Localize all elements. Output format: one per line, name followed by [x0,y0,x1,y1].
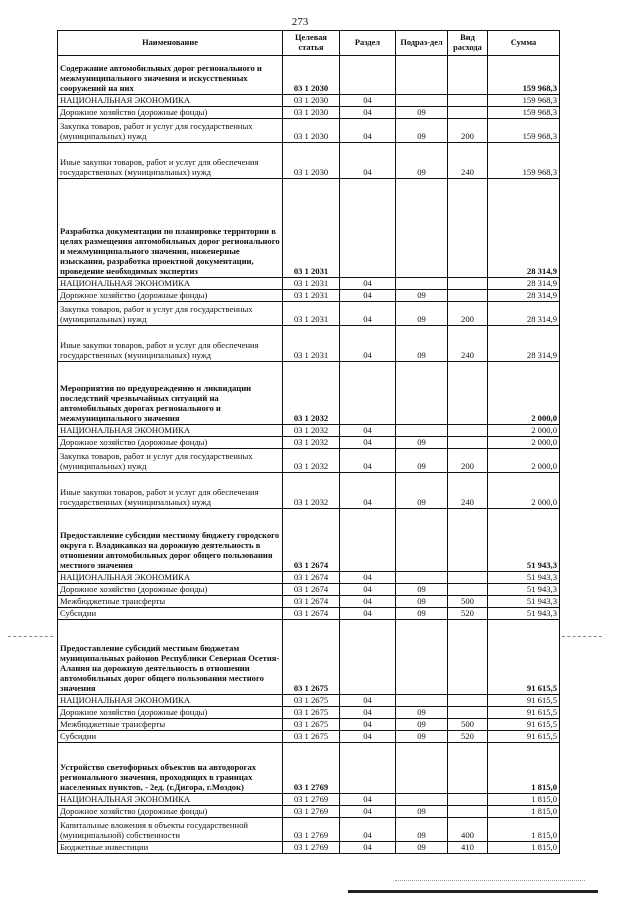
table-row [58,818,560,842]
row-target-article: 03 1 2031 [283,278,340,290]
row-name: НАЦИОНАЛЬНАЯ ЭКОНОМИКА [58,278,283,290]
row-name: Закупка товаров, работ и услуг для государственных (муниципальных) нужд [58,449,283,473]
row-section: 04 [340,731,396,743]
row-section: 04 [340,794,396,806]
row-section: 04 [340,596,396,608]
row-expense-type [448,56,488,95]
row-section: 04 [340,707,396,719]
row-amount: 159 968,3 [488,56,560,95]
row-name: Межбюджетные трансферты [58,719,283,731]
row-name: НАЦИОНАЛЬНАЯ ЭКОНОМИКА [58,572,283,584]
row-subsection: 09 [396,107,448,119]
table-row [58,695,560,707]
row-subsection: 09 [396,437,448,449]
table-row [58,107,560,119]
table-section-row [58,56,560,95]
table-section-row [58,509,560,572]
table-header-row [58,31,560,56]
row-name: НАЦИОНАЛЬНАЯ ЭКОНОМИКА [58,794,283,806]
row-name: НАЦИОНАЛЬНАЯ ЭКОНОМИКА [58,95,283,107]
row-target-article: 03 1 2031 [283,179,340,278]
row-target-article: 03 1 2769 [283,842,340,854]
row-expense-type: 500 [448,719,488,731]
row-expense-type [448,584,488,596]
row-section: 04 [340,806,396,818]
row-subsection [396,362,448,425]
row-subsection [396,56,448,95]
row-expense-type: 200 [448,119,488,143]
table-row [58,596,560,608]
row-name: НАЦИОНАЛЬНАЯ ЭКОНОМИКА [58,425,283,437]
row-subsection: 09 [396,806,448,818]
table-row [58,473,560,509]
table-section-row [58,179,560,278]
row-section: 04 [340,425,396,437]
header-expense-type: Вид расхода [448,31,488,56]
row-amount: 28 314,9 [488,278,560,290]
row-subsection: 09 [396,584,448,596]
row-section: 04 [340,107,396,119]
row-expense-type [448,572,488,584]
table-row [58,842,560,854]
table-row [58,719,560,731]
row-target-article: 03 1 2675 [283,695,340,707]
row-target-article: 03 1 2030 [283,119,340,143]
row-amount: 28 314,9 [488,302,560,326]
row-expense-type [448,707,488,719]
row-section: 04 [340,290,396,302]
row-subsection: 09 [396,143,448,179]
row-amount: 51 943,3 [488,608,560,620]
row-expense-type [448,179,488,278]
scan-artifact-left [8,636,53,637]
row-expense-type [448,107,488,119]
row-subsection: 09 [396,596,448,608]
row-section: 04 [340,95,396,107]
row-target-article: 03 1 2769 [283,818,340,842]
row-target-article: 03 1 2675 [283,719,340,731]
row-target-article: 03 1 2032 [283,449,340,473]
row-name: Мероприятия по предупреждению и ликвидации последствий чрезвычайных ситуаций на автомобильных дорогах регионального и межмуниципального значения [58,362,283,425]
row-name: Закупка товаров, работ и услуг для государственных (муниципальных) нужд [58,302,283,326]
row-section: 04 [340,437,396,449]
table-row [58,278,560,290]
table-row [58,143,560,179]
table-row [58,425,560,437]
bottom-rule [348,890,598,893]
scan-artifact-dots [395,880,585,882]
row-amount: 28 314,9 [488,179,560,278]
row-amount: 2 000,0 [488,473,560,509]
row-section: 04 [340,584,396,596]
table-row [58,437,560,449]
table-row [58,806,560,818]
row-target-article: 03 1 2674 [283,596,340,608]
row-subsection: 09 [396,302,448,326]
row-amount: 51 943,3 [488,509,560,572]
row-target-article: 03 1 2032 [283,362,340,425]
row-section [340,179,396,278]
row-section [340,743,396,794]
row-expense-type: 400 [448,818,488,842]
row-name: Дорожное хозяйство (дорожные фонды) [58,584,283,596]
row-expense-type: 520 [448,731,488,743]
row-expense-type [448,806,488,818]
table-row [58,449,560,473]
row-target-article: 03 1 2032 [283,473,340,509]
row-section: 04 [340,302,396,326]
header-section: Раздел [340,31,396,56]
row-target-article: 03 1 2032 [283,437,340,449]
table-row [58,326,560,362]
row-expense-type [448,425,488,437]
row-name: Дорожное хозяйство (дорожные фонды) [58,290,283,302]
row-target-article: 03 1 2030 [283,56,340,95]
header-name: Наименование [58,31,283,56]
row-subsection [396,509,448,572]
row-name: Дорожное хозяйство (дорожные фонды) [58,107,283,119]
scan-artifact-right [562,636,602,637]
row-name: Содержание автомобильных дорог регионального и межмуниципального значения и искусственных сооружений на них [58,56,283,95]
table-section-row [58,620,560,695]
row-amount: 51 943,3 [488,572,560,584]
row-section: 04 [340,449,396,473]
row-target-article: 03 1 2674 [283,572,340,584]
row-section: 04 [340,119,396,143]
row-section: 04 [340,608,396,620]
row-amount: 159 968,3 [488,107,560,119]
header-amount: Сумма [488,31,560,56]
row-target-article: 03 1 2674 [283,509,340,572]
row-name: Устройство светофорных объектов на автодорогах регионального значения, проходящих в границах населенных пунктов, - 2ед. (г.Дигора, г.Моздок) [58,743,283,794]
row-amount: 1 815,0 [488,794,560,806]
row-target-article: 03 1 2031 [283,302,340,326]
row-target-article: 03 1 2032 [283,425,340,437]
row-section [340,56,396,95]
row-amount: 51 943,3 [488,596,560,608]
row-amount: 91 615,5 [488,620,560,695]
row-subsection: 09 [396,731,448,743]
row-amount: 91 615,5 [488,695,560,707]
row-name: Закупка товаров, работ и услуг для государственных (муниципальных) нужд [58,119,283,143]
row-section [340,509,396,572]
table-row [58,572,560,584]
row-name: Иные закупки товаров, работ и услуг для обеспечения государственных (муниципальных) нужд [58,326,283,362]
row-amount: 2 000,0 [488,425,560,437]
row-subsection: 09 [396,719,448,731]
header-subsection: Подраз-дел [396,31,448,56]
row-target-article: 03 1 2030 [283,143,340,179]
row-section [340,362,396,425]
row-section: 04 [340,572,396,584]
table-row [58,95,560,107]
row-subsection: 09 [396,449,448,473]
row-target-article: 03 1 2674 [283,608,340,620]
row-expense-type: 410 [448,842,488,854]
row-target-article: 03 1 2769 [283,743,340,794]
row-subsection [396,794,448,806]
row-amount: 1 815,0 [488,806,560,818]
row-amount: 91 615,5 [488,719,560,731]
row-name: Субсидии [58,608,283,620]
row-subsection: 09 [396,326,448,362]
row-target-article: 03 1 2031 [283,326,340,362]
row-target-article: 03 1 2675 [283,620,340,695]
row-subsection: 09 [396,707,448,719]
row-expense-type: 520 [448,608,488,620]
row-amount: 28 314,9 [488,290,560,302]
row-name: Дорожное хозяйство (дорожные фонды) [58,437,283,449]
row-section [340,620,396,695]
table-row [58,584,560,596]
budget-table [57,30,560,854]
row-subsection: 09 [396,473,448,509]
budget-table-container [57,30,559,854]
row-expense-type [448,794,488,806]
row-name: Субсидии [58,731,283,743]
row-amount: 51 943,3 [488,584,560,596]
row-section: 04 [340,143,396,179]
row-name: НАЦИОНАЛЬНАЯ ЭКОНОМИКА [58,695,283,707]
row-expense-type [448,95,488,107]
table-row [58,608,560,620]
row-name: Иные закупки товаров, работ и услуг для обеспечения государственных (муниципальных) нужд [58,143,283,179]
row-expense-type [448,695,488,707]
row-subsection [396,179,448,278]
table-row [58,119,560,143]
row-subsection: 09 [396,608,448,620]
row-subsection: 09 [396,290,448,302]
row-amount: 1 815,0 [488,818,560,842]
row-target-article: 03 1 2769 [283,806,340,818]
row-subsection: 09 [396,818,448,842]
row-expense-type [448,437,488,449]
row-expense-type: 240 [448,326,488,362]
row-target-article: 03 1 2674 [283,584,340,596]
row-expense-type: 200 [448,449,488,473]
table-row [58,731,560,743]
page-number: 273 [291,16,309,28]
row-section: 04 [340,326,396,362]
table-row [58,794,560,806]
row-name: Предоставление субсидий местным бюджетам муниципальных районов Республики Северная Осетия-Алания на дорожную деятельность в отношении автомобильных дорог общего пользования местного значения [58,620,283,695]
row-name: Иные закупки товаров, работ и услуг для обеспечения государственных (муниципальных) нужд [58,473,283,509]
row-expense-type: 240 [448,143,488,179]
row-target-article: 03 1 2769 [283,794,340,806]
row-section: 04 [340,818,396,842]
row-subsection [396,620,448,695]
table-row [58,302,560,326]
row-section: 04 [340,278,396,290]
row-amount: 159 968,3 [488,119,560,143]
row-subsection [396,425,448,437]
row-target-article: 03 1 2031 [283,290,340,302]
row-section: 04 [340,842,396,854]
row-expense-type [448,290,488,302]
row-subsection [396,695,448,707]
row-amount: 91 615,5 [488,731,560,743]
row-name: Дорожное хозяйство (дорожные фонды) [58,707,283,719]
row-name: Капитальные вложения в объекты государственной (муниципальной) собственности [58,818,283,842]
row-amount: 2 000,0 [488,362,560,425]
table-row [58,290,560,302]
row-expense-type [448,509,488,572]
row-target-article: 03 1 2030 [283,95,340,107]
row-amount: 2 000,0 [488,437,560,449]
row-section: 04 [340,695,396,707]
row-amount: 159 968,3 [488,95,560,107]
row-expense-type [448,362,488,425]
row-name: Дорожное хозяйство (дорожные фонды) [58,806,283,818]
row-expense-type: 200 [448,302,488,326]
row-amount: 91 615,5 [488,707,560,719]
row-amount: 1 815,0 [488,842,560,854]
table-section-row [58,743,560,794]
row-name: Межбюджетные трансферты [58,596,283,608]
table-body [58,56,560,854]
row-subsection [396,278,448,290]
row-subsection [396,743,448,794]
row-subsection [396,95,448,107]
row-expense-type: 240 [448,473,488,509]
table-row [58,707,560,719]
row-subsection: 09 [396,842,448,854]
table-section-row [58,362,560,425]
row-section: 04 [340,719,396,731]
row-expense-type: 500 [448,596,488,608]
row-target-article: 03 1 2030 [283,107,340,119]
row-name: Бюджетные инвестиции [58,842,283,854]
header-target-article: Целевая статья [283,31,340,56]
row-expense-type [448,278,488,290]
row-amount: 1 815,0 [488,743,560,794]
row-name: Разработка документации по планировке территории в целях размещения автомобильных дорог регионального и межмуниципального значения, инженерные изыскания, разработка проектной документации, проведение необходимых экспертиз [58,179,283,278]
row-name: Предоставление субсидии местному бюджету городского округа г. Владикавказ на дорожную деятельность в отношении автомобильных дорог общего пользования местного значения [58,509,283,572]
row-expense-type [448,743,488,794]
row-target-article: 03 1 2675 [283,731,340,743]
row-target-article: 03 1 2675 [283,707,340,719]
row-subsection [396,572,448,584]
row-expense-type [448,620,488,695]
row-amount: 159 968,3 [488,143,560,179]
row-section: 04 [340,473,396,509]
row-amount: 28 314,9 [488,326,560,362]
row-subsection: 09 [396,119,448,143]
row-amount: 2 000,0 [488,449,560,473]
